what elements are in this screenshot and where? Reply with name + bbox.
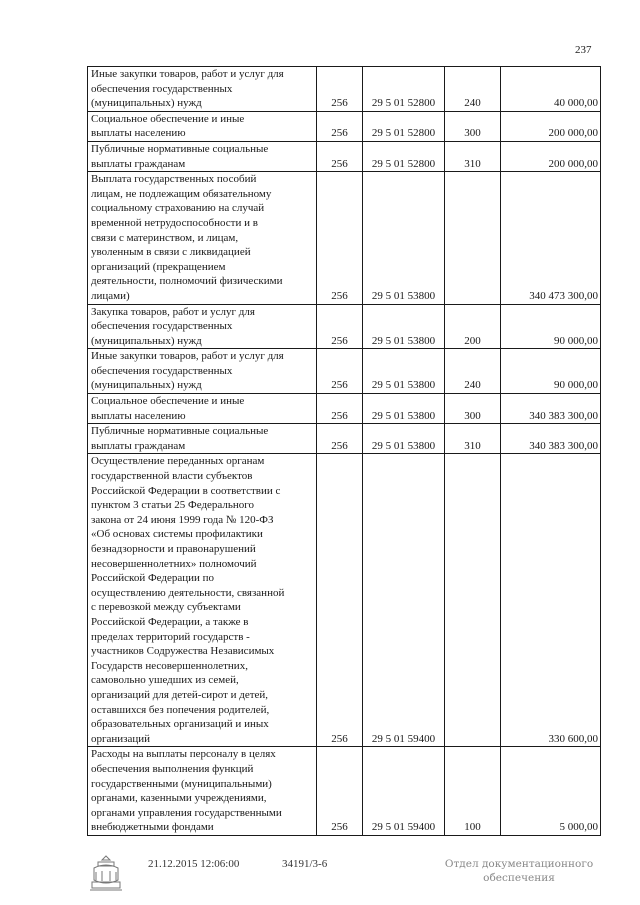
amount-cell: 340 473 300,00 xyxy=(501,172,601,304)
expense-type-code-cell: 300 xyxy=(445,111,501,141)
expense-name-cell xyxy=(88,349,317,394)
expense-name-cell xyxy=(88,172,317,304)
expense-type-code-cell: 240 xyxy=(445,67,501,112)
expense-name-line: Публичные нормативные социальные xyxy=(91,425,269,438)
expense-name-cell xyxy=(88,394,317,424)
department-code-cell: 256 xyxy=(317,454,363,747)
expense-type-code-cell xyxy=(445,172,501,304)
expense-name-line: государственными (муниципальными) xyxy=(91,777,272,790)
department-code-cell: 256 xyxy=(317,67,363,112)
department-code-cell: 256 xyxy=(317,111,363,141)
expense-name-cell xyxy=(88,424,317,454)
target-item-code-cell: 29 5 01 52800 xyxy=(363,67,445,112)
expense-name-line: обеспечения выполнения функций xyxy=(91,762,254,775)
expense-name-line: Публичные нормативные социальные xyxy=(91,142,269,155)
expense-name-line: Выплата государственных пособий xyxy=(91,173,257,186)
footer-department-line-2: обеспечения xyxy=(483,872,555,884)
expense-name-line: Государств несовершеннолетних, xyxy=(91,659,248,672)
amount-cell: 340 383 300,00 xyxy=(501,424,601,454)
expense-type-code-cell: 310 xyxy=(445,141,501,171)
expense-name-line: пунктом 3 статьи 25 Федерального xyxy=(91,499,255,512)
expense-name-line: (муниципальных) нужд xyxy=(91,379,202,392)
amount-cell: 200 000,00 xyxy=(501,141,601,171)
expense-name-line: организаций xyxy=(91,732,151,745)
expense-name-cell xyxy=(88,67,317,112)
budget-table xyxy=(87,66,601,836)
expense-name-line: пределах территорий государств - xyxy=(91,630,250,643)
table-row xyxy=(88,394,601,424)
footer-department xyxy=(444,857,594,885)
expense-name-line: государственной власти субъектов xyxy=(91,470,253,483)
expense-name-cell xyxy=(88,141,317,171)
table-row xyxy=(88,172,601,304)
expense-type-code-cell: 240 xyxy=(445,349,501,394)
table-row xyxy=(88,454,601,747)
expense-name-cell xyxy=(88,747,317,836)
expense-name-line: организаций для детей-сирот и детей, xyxy=(91,688,269,701)
department-code-cell: 256 xyxy=(317,304,363,349)
expense-name-line: обеспечения государственных xyxy=(91,320,233,333)
expense-name-line: участников Содружества Независимых xyxy=(91,645,275,658)
expense-name-line: выплаты населению xyxy=(91,127,186,140)
expense-name-cell xyxy=(88,304,317,349)
expense-type-code-cell: 310 xyxy=(445,424,501,454)
target-item-code-cell: 29 5 01 59400 xyxy=(363,454,445,747)
expense-type-code-cell: 300 xyxy=(445,394,501,424)
expense-name-line: органами управления государственными xyxy=(91,806,282,819)
target-item-code-cell: 29 5 01 52800 xyxy=(363,141,445,171)
expense-name-line: самовольно ушедших из семей, xyxy=(91,674,239,687)
table-row xyxy=(88,67,601,112)
expense-name-line: оставшихся без попечения родителей, xyxy=(91,703,270,716)
expense-name-line: (муниципальных) нужд xyxy=(91,334,202,347)
expense-name-line: лицам, не подлежащим обязательному xyxy=(91,187,272,200)
expense-name-line: Российской Федерации, а также в xyxy=(91,615,249,628)
expense-name-line: несовершеннолетних» полномочий xyxy=(91,557,257,570)
expense-name-line: органами, казенными учреждениями, xyxy=(91,792,267,805)
expense-type-code-cell: 200 xyxy=(445,304,501,349)
expense-name-line: Российской Федерации в соответствии с xyxy=(91,484,281,497)
expense-name-line: Иные закупки товаров, работ и услуг для xyxy=(91,68,284,80)
expense-name-line: социальному страхованию на случай xyxy=(91,202,265,215)
expense-name-line: Расходы на выплаты персоналу в целях xyxy=(91,748,276,761)
target-item-code-cell: 29 5 01 59400 xyxy=(363,747,445,836)
department-code-cell: 256 xyxy=(317,172,363,304)
expense-name-line: Социальное обеспечение и иные xyxy=(91,395,245,408)
department-code-cell: 256 xyxy=(317,349,363,394)
target-item-code-cell: 29 5 01 53800 xyxy=(363,424,445,454)
stamp-icon xyxy=(84,852,128,896)
expense-name-line: Российской Федерации по xyxy=(91,572,215,585)
department-code-cell: 256 xyxy=(317,141,363,171)
expense-name-line: уволенным в связи с ликвидацией xyxy=(91,246,251,259)
footer-timestamp: 21.12.2015 12:06:00 xyxy=(148,858,240,870)
expense-name-line: связи с материнством, и лицам, xyxy=(91,231,239,244)
expense-name-line: осуществлению деятельности, связанной xyxy=(91,586,285,599)
amount-cell: 330 600,00 xyxy=(501,454,601,747)
table-row xyxy=(88,141,601,171)
expense-type-code-cell: 100 xyxy=(445,747,501,836)
department-code-cell: 256 xyxy=(317,747,363,836)
amount-cell: 5 000,00 xyxy=(501,747,601,836)
department-code-cell: 256 xyxy=(317,424,363,454)
expense-type-code-cell xyxy=(445,454,501,747)
expense-name-line: организаций (прекращением xyxy=(91,260,226,273)
expense-name-cell xyxy=(88,111,317,141)
target-item-code-cell: 29 5 01 53800 xyxy=(363,172,445,304)
footer-document-code: 34191/3-6 xyxy=(282,858,328,870)
budget-table-body xyxy=(88,67,601,836)
amount-cell: 340 383 300,00 xyxy=(501,394,601,424)
table-row xyxy=(88,111,601,141)
amount-cell: 40 000,00 xyxy=(501,67,601,112)
expense-name-line: выплаты населению xyxy=(91,409,186,422)
expense-name-line: (муниципальных) нужд xyxy=(91,97,202,110)
expense-name-cell xyxy=(88,454,317,747)
expense-name-line: Осуществление переданных органам xyxy=(91,455,265,468)
table-row xyxy=(88,304,601,349)
expense-name-line: Закупка товаров, работ и услуг для xyxy=(91,305,255,318)
expense-name-line: образовательных организаций и иных xyxy=(91,718,269,731)
target-item-code-cell: 29 5 01 53800 xyxy=(363,394,445,424)
target-item-code-cell: 29 5 01 52800 xyxy=(363,111,445,141)
expense-name-line: безнадзорности и правонарушений xyxy=(91,543,256,555)
table-row xyxy=(88,349,601,394)
amount-cell: 90 000,00 xyxy=(501,349,601,394)
expense-name-line: «Об основах системы профилактики xyxy=(91,528,263,541)
target-item-code-cell: 29 5 01 53800 xyxy=(363,349,445,394)
expense-name-line: закона от 24 июня 1999 года № 120-ФЗ xyxy=(91,513,274,526)
amount-cell: 200 000,00 xyxy=(501,111,601,141)
footer-department-line-1: Отдел документационного xyxy=(444,858,594,870)
expense-name-line: обеспечения государственных xyxy=(91,364,233,377)
expense-name-line: с перевозкой между субъектами xyxy=(91,601,241,614)
department-code-cell: 256 xyxy=(317,394,363,424)
expense-name-line: лицами) xyxy=(91,289,130,302)
expense-name-line: деятельности, полномочий физическими xyxy=(91,275,283,288)
page-number: 237 xyxy=(575,44,592,56)
expense-name-line: Иные закупки товаров, работ и услуг для xyxy=(91,350,284,363)
target-item-code-cell: 29 5 01 53800 xyxy=(363,304,445,349)
expense-name-line: Социальное обеспечение и иные xyxy=(91,112,245,125)
expense-name-line: обеспечения государственных xyxy=(91,82,233,95)
expense-name-line: временной нетрудоспособности и в xyxy=(91,216,258,229)
expense-name-line: выплаты гражданам xyxy=(91,157,186,170)
table-row xyxy=(88,424,601,454)
table-row xyxy=(88,747,601,836)
expense-name-line: внебюджетными фондами xyxy=(91,821,214,834)
amount-cell: 90 000,00 xyxy=(501,304,601,349)
expense-name-line: выплаты гражданам xyxy=(91,439,186,452)
